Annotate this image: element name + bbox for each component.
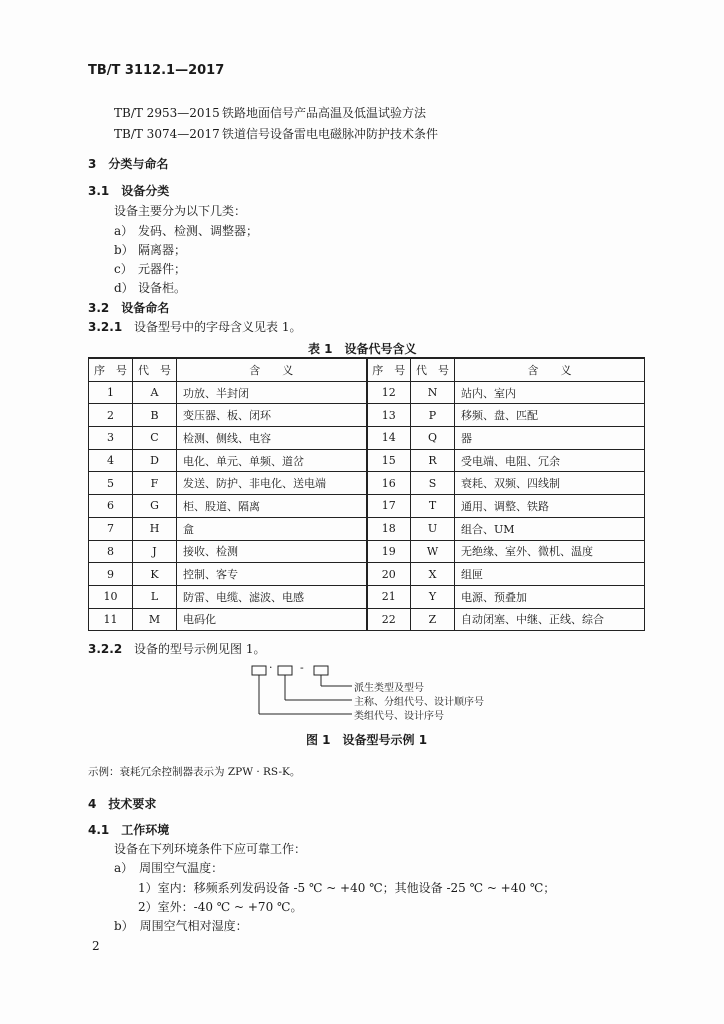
table-header-row [89, 358, 645, 381]
section-3-heading: 3 分类与命名 [88, 157, 169, 171]
section-3-2-2 [88, 640, 265, 657]
cell-meaning: 组匣 [455, 563, 645, 586]
cell-code: F [133, 472, 177, 495]
cell-seq: 4 [89, 449, 133, 472]
cell-meaning: 站内、室内 [455, 381, 645, 404]
cell-seq: 5 [89, 472, 133, 495]
list-item-c [114, 260, 186, 277]
table-row [89, 381, 645, 404]
section-3-2-heading: 3.2 设备命名 [88, 301, 170, 315]
list-text: 隔离器； [138, 243, 187, 257]
cell-code: D [133, 449, 177, 472]
cell-seq: 10 [89, 585, 133, 608]
cell-meaning: 盒 [177, 517, 367, 540]
cell-meaning: 自动闭塞、中继、正线、综合 [455, 608, 645, 631]
table-caption: 表 1 设备代号含义 [308, 342, 417, 356]
item-a: a） 周围空气温度： [114, 861, 224, 875]
diagram-label-derived-type: 派生类型及型号 [354, 683, 424, 694]
model-diagram [250, 660, 550, 725]
cell-code: Q [411, 427, 455, 450]
table-row [89, 472, 645, 495]
table-row [89, 495, 645, 518]
cell-code: A [133, 381, 177, 404]
diagram-dash: - [300, 661, 304, 674]
table-row [89, 540, 645, 563]
table-row [89, 563, 645, 586]
header-seq: 序 号 [367, 358, 411, 381]
list-item-b [114, 241, 186, 258]
cell-meaning: 发送、防护、非电化、送电端 [177, 472, 367, 495]
section-4-1-heading: 4.1 工作环境 [88, 823, 170, 837]
reference-2 [114, 125, 438, 142]
cell-code: Y [411, 585, 455, 608]
header-code: 代 号 [133, 358, 177, 381]
list-mark: b） [114, 243, 134, 257]
cell-meaning: 柜、股道、隔离 [177, 495, 367, 518]
cell-meaning: 受电端、电阻、冗余 [455, 449, 645, 472]
section-3-2-1-text: 设备型号中的字母含义见表 1。 [134, 320, 302, 334]
cell-seq: 13 [367, 404, 411, 427]
list-mark: a） [114, 224, 134, 238]
section-3-2-2-text: 设备的型号示例见图 1。 [134, 642, 266, 656]
table-row [89, 427, 645, 450]
cell-seq: 11 [89, 608, 133, 631]
cell-code: N [411, 381, 455, 404]
reference-code: TB/T 2953—2015 [114, 106, 220, 120]
reference-title: 铁路地面信号产品高温及低温试验方法 [222, 106, 427, 120]
reference-1 [114, 104, 426, 121]
cell-seq: 3 [89, 427, 133, 450]
cell-code: R [411, 449, 455, 472]
cell-meaning: 器 [455, 427, 645, 450]
cell-meaning: 控制、客专 [177, 563, 367, 586]
section-4-heading: 4 技术要求 [88, 797, 157, 811]
list-text: 设备柜。 [138, 281, 187, 295]
cell-code: U [411, 517, 455, 540]
section-3-2-1-number: 3.2.1 [88, 320, 123, 334]
table-row [89, 404, 645, 427]
list-mark: c） [114, 262, 133, 276]
header-code: 代 号 [411, 358, 455, 381]
cell-meaning: 移频、盘、匹配 [455, 404, 645, 427]
cell-seq: 17 [367, 495, 411, 518]
cell-code: Z [411, 608, 455, 631]
cell-code: J [133, 540, 177, 563]
page-number: 2 [92, 939, 100, 953]
cell-seq: 2 [89, 404, 133, 427]
header-meaning: 含 义 [455, 358, 645, 381]
cell-seq: 18 [367, 517, 411, 540]
table-row [89, 585, 645, 608]
standard-code: TB/T 3112.1—2017 [88, 63, 225, 78]
item-a2: 2）室外：-40 ℃ ~ +70 ℃。 [138, 900, 303, 914]
list-item-a [114, 222, 258, 239]
cell-meaning: 组合、UM [455, 517, 645, 540]
cell-seq: 6 [89, 495, 133, 518]
section-3-1-intro: 设备主要分为以下几类： [114, 204, 247, 218]
cell-meaning: 电码化 [177, 608, 367, 631]
item-b: b） 周围空气相对湿度： [114, 919, 248, 933]
device-code-table [88, 357, 645, 631]
table-row [89, 608, 645, 631]
table-row [89, 517, 645, 540]
cell-seq: 20 [367, 563, 411, 586]
header-seq: 序 号 [89, 358, 133, 381]
section-3-2-1 [88, 318, 301, 335]
cell-seq: 8 [89, 540, 133, 563]
table-row [89, 449, 645, 472]
diagram-label-main-name: 主称、分组代号、设计顺序号 [354, 697, 484, 708]
cell-meaning: 衰耗、双频、四线制 [455, 472, 645, 495]
cell-code: G [133, 495, 177, 518]
cell-code: K [133, 563, 177, 586]
cell-meaning: 防雷、电缆、滤波、电感 [177, 585, 367, 608]
cell-meaning: 功放、半封闭 [177, 381, 367, 404]
cell-code: H [133, 517, 177, 540]
cell-code: X [411, 563, 455, 586]
cell-seq: 15 [367, 449, 411, 472]
cell-meaning: 无绝缘、室外、微机、温度 [455, 540, 645, 563]
cell-code: B [133, 404, 177, 427]
cell-code: C [133, 427, 177, 450]
cell-seq: 19 [367, 540, 411, 563]
cell-meaning: 变压器、板、闭环 [177, 404, 367, 427]
section-4-1-intro: 设备在下列环境条件下应可靠工作： [114, 842, 307, 856]
cell-code: L [133, 585, 177, 608]
cell-code: T [411, 495, 455, 518]
cell-meaning: 检测、侧线、电容 [177, 427, 367, 450]
cell-seq: 12 [367, 381, 411, 404]
reference-title: 铁道信号设备雷电电磁脉冲防护技术条件 [222, 127, 439, 141]
header-meaning: 含 义 [177, 358, 367, 381]
cell-code: M [133, 608, 177, 631]
list-mark: d） [114, 281, 134, 295]
list-item-d [114, 279, 186, 296]
diagram-dot: · [269, 661, 273, 674]
cell-seq: 14 [367, 427, 411, 450]
cell-code: P [411, 404, 455, 427]
reference-code: TB/T 3074—2017 [114, 127, 220, 141]
cell-seq: 1 [89, 381, 133, 404]
section-3-2-2-number: 3.2.2 [88, 642, 123, 656]
list-text: 发码、检测、调整器； [138, 224, 259, 238]
list-text: 元器件； [138, 262, 187, 276]
cell-meaning: 电源、预叠加 [455, 585, 645, 608]
section-3-1-heading: 3.1 设备分类 [88, 184, 170, 198]
cell-code: W [411, 540, 455, 563]
cell-seq: 22 [367, 608, 411, 631]
cell-code: S [411, 472, 455, 495]
diagram-label-class-group: 类组代号、设计序号 [354, 711, 444, 722]
cell-seq: 7 [89, 517, 133, 540]
figure-caption: 图 1 设备型号示例 1 [306, 733, 428, 747]
cell-seq: 21 [367, 585, 411, 608]
cell-seq: 16 [367, 472, 411, 495]
cell-meaning: 接收、检测 [177, 540, 367, 563]
cell-meaning: 通用、调整、铁路 [455, 495, 645, 518]
cell-seq: 9 [89, 563, 133, 586]
cell-meaning: 电化、单元、单频、道岔 [177, 449, 367, 472]
example-note: 示例：衰耗冗余控制器表示为 ZPW · RS-K。 [88, 766, 301, 778]
item-a1: 1）室内：移频系列发码设备 -5 ℃ ~ +40 ℃；其他设备 -25 ℃ ~ +40 ℃； [138, 881, 556, 895]
